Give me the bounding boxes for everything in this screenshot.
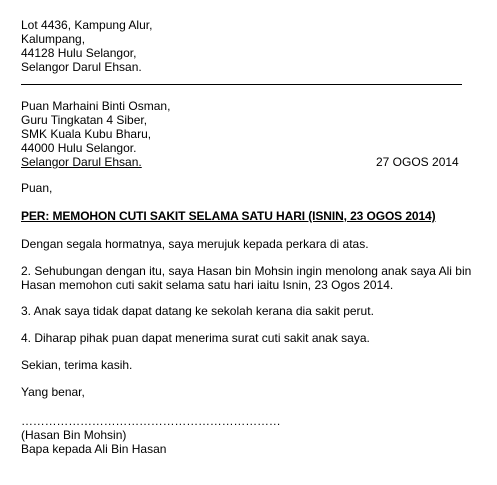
- signer-title: Bapa kepada Ali Bin Hasan: [21, 442, 167, 456]
- letter-date: 27 OGOS 2014: [376, 155, 459, 169]
- sender-address: [21, 18, 152, 74]
- paragraph-1: Dengan segala hormatnya, saya merujuk kepada perkara di atas.: [21, 237, 369, 251]
- paragraph-2-line: 2. Sehubungan dengan itu, saya Hasan bin Mohsin ingin menolong anak saya Ali bin: [21, 264, 472, 278]
- sender-address-line: Lot 4436, Kampung Alur,: [21, 18, 153, 32]
- paragraph-3: 3. Anak saya tidak dapat datang ke sekolah kerana dia sakit perut.: [21, 304, 374, 318]
- recipient-address-line: Guru Tingkatan 4 Siber,: [21, 113, 148, 127]
- salutation: Puan,: [21, 181, 53, 195]
- subject-line: PER: MEMOHON CUTI SAKIT SELAMA SATU HARI (ISNIN, 23 OGOS 2014): [21, 209, 436, 223]
- sender-address-line: Selangor Darul Ehsan.: [21, 60, 142, 74]
- closing: Sekian, terima kasih.: [21, 358, 133, 372]
- recipient-address-line: SMK Kuala Kubu Bharu,: [21, 127, 152, 141]
- address-divider: [21, 84, 462, 85]
- sign-off: Yang benar,: [21, 385, 85, 399]
- paragraph-4: 4. Diharap pihak puan dapat menerima surat cuti sakit anak saya.: [21, 331, 370, 345]
- recipient-address: [21, 99, 170, 169]
- paragraph-2-line: Hasan memohon cuti sakit selama satu hari iaitu Isnin, 23 Ogos 2014.: [21, 278, 394, 292]
- sender-address-line: Kalumpang,: [21, 32, 86, 46]
- sender-address-line: 44128 Hulu Selangor,: [21, 46, 137, 60]
- signer-name: (Hasan Bin Mohsin): [21, 428, 127, 442]
- signature-line: …………………………………………………………: [21, 414, 281, 428]
- recipient-address-line: 44000 Hulu Selangor.: [21, 141, 137, 155]
- recipient-address-line: Selangor Darul Ehsan.: [21, 155, 142, 169]
- recipient-address-line: Puan Marhaini Binti Osman,: [21, 99, 171, 113]
- paragraph-2: [21, 264, 471, 292]
